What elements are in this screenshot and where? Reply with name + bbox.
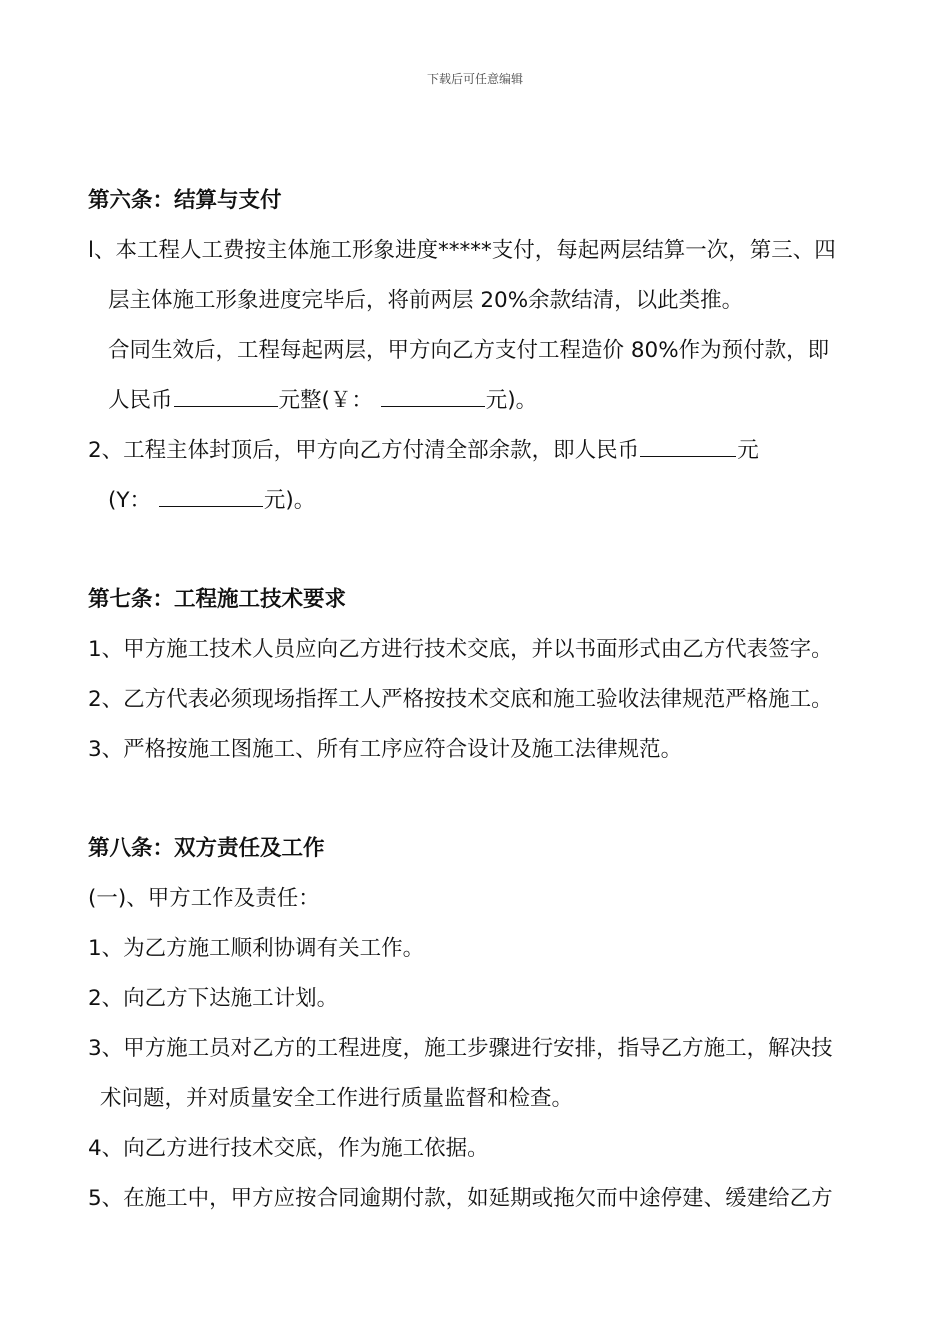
article-7-heading: 第七条：工程施工技术要求	[88, 587, 347, 612]
text-segment: (Y：	[108, 488, 152, 513]
article-7-item: 3、严格按施工图施工、所有工序应符合设计及施工法律规范。	[88, 737, 683, 762]
amount-blank	[174, 386, 278, 407]
article-8-item: 1、为乙方施工顺利协调有关工作。	[88, 936, 425, 961]
text-segment: 元)。	[263, 488, 316, 513]
article-7-item: 1、甲方施工技术人员应向乙方进行技术交底，并以书面形式由乙方代表签字。	[88, 637, 833, 662]
article-8-subheading: (一)、甲方工作及责任：	[88, 886, 320, 911]
article-8-item: 3、甲方施工员对乙方的工程进度，施工步骤进行安排，指导乙方施工，解决技	[88, 1036, 833, 1061]
page-header: 下载后可任意编辑	[426, 72, 523, 86]
text-segment: 元	[737, 438, 759, 463]
article-6-item-1-line-3: 合同生效后，工程每起两层，甲方向乙方支付工程造价 80%作为预付款，即	[108, 338, 830, 363]
text-segment: 人民币	[108, 388, 173, 413]
article-8-item: 2、向乙方下达施工计划。	[88, 986, 339, 1011]
article-6-item-1-line-1: l、本工程人工费按主体施工形象进度*****支付，每起两层结算一次，第三、四	[88, 238, 836, 263]
text-segment: 元)。	[485, 388, 538, 413]
article-8-item: 5、在施工中，甲方应按合同逾期付款，如延期或拖欠而中途停建、缓建给乙方	[88, 1186, 833, 1211]
article-6-heading: 第六条：结算与支付	[88, 188, 282, 213]
article-8-item: 4、向乙方进行技术交底，作为施工依据。	[88, 1136, 489, 1161]
article-7-item: 2、乙方代表必须现场指挥工人严格按技术交底和施工验收法律规范严格施工。	[88, 687, 833, 712]
amount-blank	[640, 436, 736, 457]
article-8-heading: 第八条：双方责任及工作	[88, 836, 325, 861]
amount-blank	[159, 486, 263, 507]
article-6-item-1-line-2: 层主体施工形象进度完毕后，将前两层 20%余款结清，以此类推。	[108, 288, 744, 313]
article-6-item-2-line-1	[88, 436, 759, 466]
text-segment: 2、工程主体封顶后，甲方向乙方付清全部余款，即人民币	[88, 438, 640, 463]
article-6-item-2-line-2	[108, 486, 315, 516]
article-8-item-continuation: 术问题，并对质量安全工作进行质量监督和检查。	[100, 1086, 574, 1111]
text-segment: 元整(￥：	[278, 388, 373, 413]
article-6-item-1-line-4	[108, 386, 537, 416]
amount-blank	[381, 386, 485, 407]
